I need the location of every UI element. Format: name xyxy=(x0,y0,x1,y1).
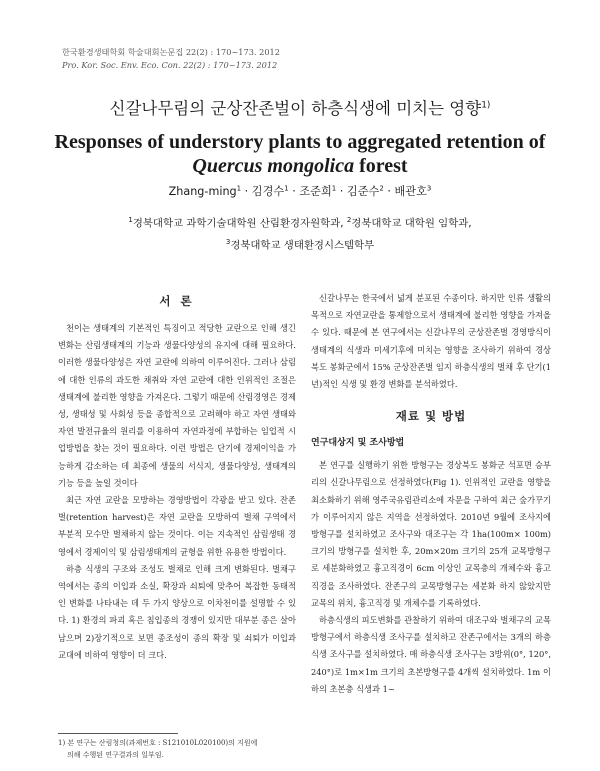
author-affiliation-mark: 3 xyxy=(426,184,432,193)
author-list: Zhang-ming$^1$ · 김경수$^1$ · 조준희$^1$ · 김준수$^2$ · 배관호$^3$ xyxy=(168,184,432,198)
introduction-heading: 서 론 xyxy=(159,294,195,308)
journal-citation-korean: 한국환경생태학회 학술대회논문집 22(2) : 170~173. 2012 xyxy=(62,47,280,57)
korean-title-text: 신갈나무림의 군상잔존벌이 하층식생에 미치는 영향 xyxy=(109,99,482,118)
affiliation-mark: 3 xyxy=(225,238,231,247)
english-title-line1: Responses of understory plants to aggregated retention of xyxy=(54,131,546,153)
body-paragraph: 하층 식생의 구조와 조성도 벌채로 인해 크게 변화된다. 벌채구역에서는 종의 이입과 소실, 확장과 쇠퇴에 맞추어 복잡한 동태적인 변화를 나타내는 데 두 가지 양상으로 이차천이를 설명할 수 있다. 1) 환경의 파괴 혹은 침입종의 경쟁이 있지만 대부분 종은 살아남으며 2)장기적으로 보면 종조성이 종의 확장 및 쇠퇴가 이입과 교대에 비하여 영향이 더 크다. xyxy=(58,563,296,660)
affiliation-mark: 2 xyxy=(346,216,352,224)
author-affiliation-mark: 1 xyxy=(236,184,242,193)
english-title-species: Quercus mongolica xyxy=(192,155,355,177)
author-name: 배관호 xyxy=(394,185,427,198)
english-title-tail: forest xyxy=(354,155,408,177)
body-paragraph: 최근 자연 교란을 모방하는 경영방법이 각광을 받고 있다. 잔존벌(retention harvest)은 자연 교란을 모방하여 벌채 구역에서 부분적 모수만 벌채하지 않는 것이다. 이는 지속적인 삼림생태 경영에서 경제이익 및 삼림생태계의 균형을 위한 유용한 방법이다. xyxy=(58,495,296,557)
body-paragraph: 천이는 생태계의 기본적인 특징이고 적당한 교란으로 인해 생긴 변화는 산림생태계의 기능과 생물다양성의 유지에 대해 필요하다. 이러한 생물다양성은 자연 교란에 의하여 이루어진다. 그러나 삼림에 대한 인류의 과도한 채취와 자연 교란에 대한 인위적인 조절은 생태계에 불리한 영향을 가져온다. 그렇기 때문에 산림경영은 경제성, 생태성 및 사회성 등을 종합적으로 고려해야 하고 자연 생태와 자연 발전규율의 원리를 이용하여 자연과정에 부합하는 임업적 시업방법을 찾는 것이 필요하다. 이런 방법은 단기에 경제이익을 가능하게 감소하는 데 최종에 생물의 서식지, 생물다양성, 생태계의 기능 등을 높일 것이다 xyxy=(58,323,296,488)
title-footnote-mark: 1) xyxy=(481,100,491,111)
author-affiliation-mark: 1 xyxy=(331,184,337,193)
affiliation-line-1 xyxy=(0,211,600,233)
author-name: 김준수 xyxy=(346,185,380,198)
journal-citation xyxy=(62,46,280,72)
affiliations xyxy=(0,211,600,256)
body-paragraph: 하층식생의 피도변화를 관찰하기 위하여 대조구와 벌채구의 교목방형구에서 하층식생 조사구를 설치하고 잔존구에서는 3개의 하층식생 조사구를 설치하였다. 매 하층식생 조사구는 3방위(0°, 120°, 240°)로 1m×1m 크기의 초본방형구를 4개씩 설치하였다. 1m 이하의 초본층 식생과 1~ xyxy=(311,615,551,694)
affiliation-line-2 xyxy=(0,233,600,255)
left-column xyxy=(58,290,296,664)
affiliation-text: 경북대학교 과학기술대학원 산림환경자원학과, xyxy=(132,217,347,230)
affiliation-text: 경북대학교 생태환경시스템학부 xyxy=(230,239,375,252)
body-paragraph: 본 연구를 실행하기 위한 방형구는 경상북도 봉화군 석포면 승부리의 신갈나무림으로 선정하였다(Fig 1). 인위적인 교란을 영향을 최소화하기 위해 영주국유림관리소에 자문을 구하여 최근 숲가꾸기가 이루어지지 않은 지역을 선정하였다. 2010년 9월에 조사지에 방형구를 설치하였고 조사구와 대조구는 각 1ha(100m× 100m) 크기의 방형구를 설치한 후, 20m×20m 크기의 25개 교목방형구로 세분화하였고 흉고직경이 6cm 이상인 교목층의 개체수와 흉고직경을 조사하였다. 잔존구의 교목방형구는 세분화 하지 않았지만 교목의 위치, 흉고직경 및 개체수를 기록하였다. xyxy=(311,460,551,608)
footnote-line: 의해 수행된 연구결과의 일부임. xyxy=(67,751,164,759)
author-name: 조준희 xyxy=(299,185,332,198)
affiliation-mark: 1 xyxy=(128,216,133,224)
journal-citation-english: Pro. Kor. Soc. Env. Eco. Con. 22(2) : 170~173. 2012 xyxy=(62,60,278,70)
author-name: Zhang-ming xyxy=(168,185,237,198)
author-name: 김경수 xyxy=(251,185,285,198)
footnote xyxy=(58,737,298,761)
methods-heading: 재료 및 방법 xyxy=(395,409,467,424)
footnote-line: 1) 본 연구는 산림청의(과제번호 : S121010L020100)의 지원에 xyxy=(58,739,258,747)
korean-title xyxy=(0,95,600,119)
right-column xyxy=(311,290,551,698)
body-paragraph: 신갈나무는 한국에서 넓게 분포된 수종이다. 하지만 인류 생활의 목적으로 자연교란을 통제함으로서 생태계에 불리한 영향을 가져올 수 있다. 때문에 본 연구에서는 신갈나무의 군상잔존벌 경영방식이 생태계의 식생과 미세기후에 미치는 영향을 조사하기 위하여 경상북도 봉화군에서 15% 군상잔존벌 임지 하층식생의 벌채 후 단기(1년)적인 식생 및 환경 변화를 분석하였다. xyxy=(311,293,551,390)
affiliation-text: 경북대학교 대학원 임학과, xyxy=(351,217,472,230)
footnote-divider xyxy=(58,733,178,734)
author-affiliation-mark: 1 xyxy=(284,184,289,193)
study-site-subheading: 연구대상지 및 조사방법 xyxy=(311,438,405,449)
author-affiliation-mark: 2 xyxy=(379,184,384,193)
english-title xyxy=(40,130,560,178)
